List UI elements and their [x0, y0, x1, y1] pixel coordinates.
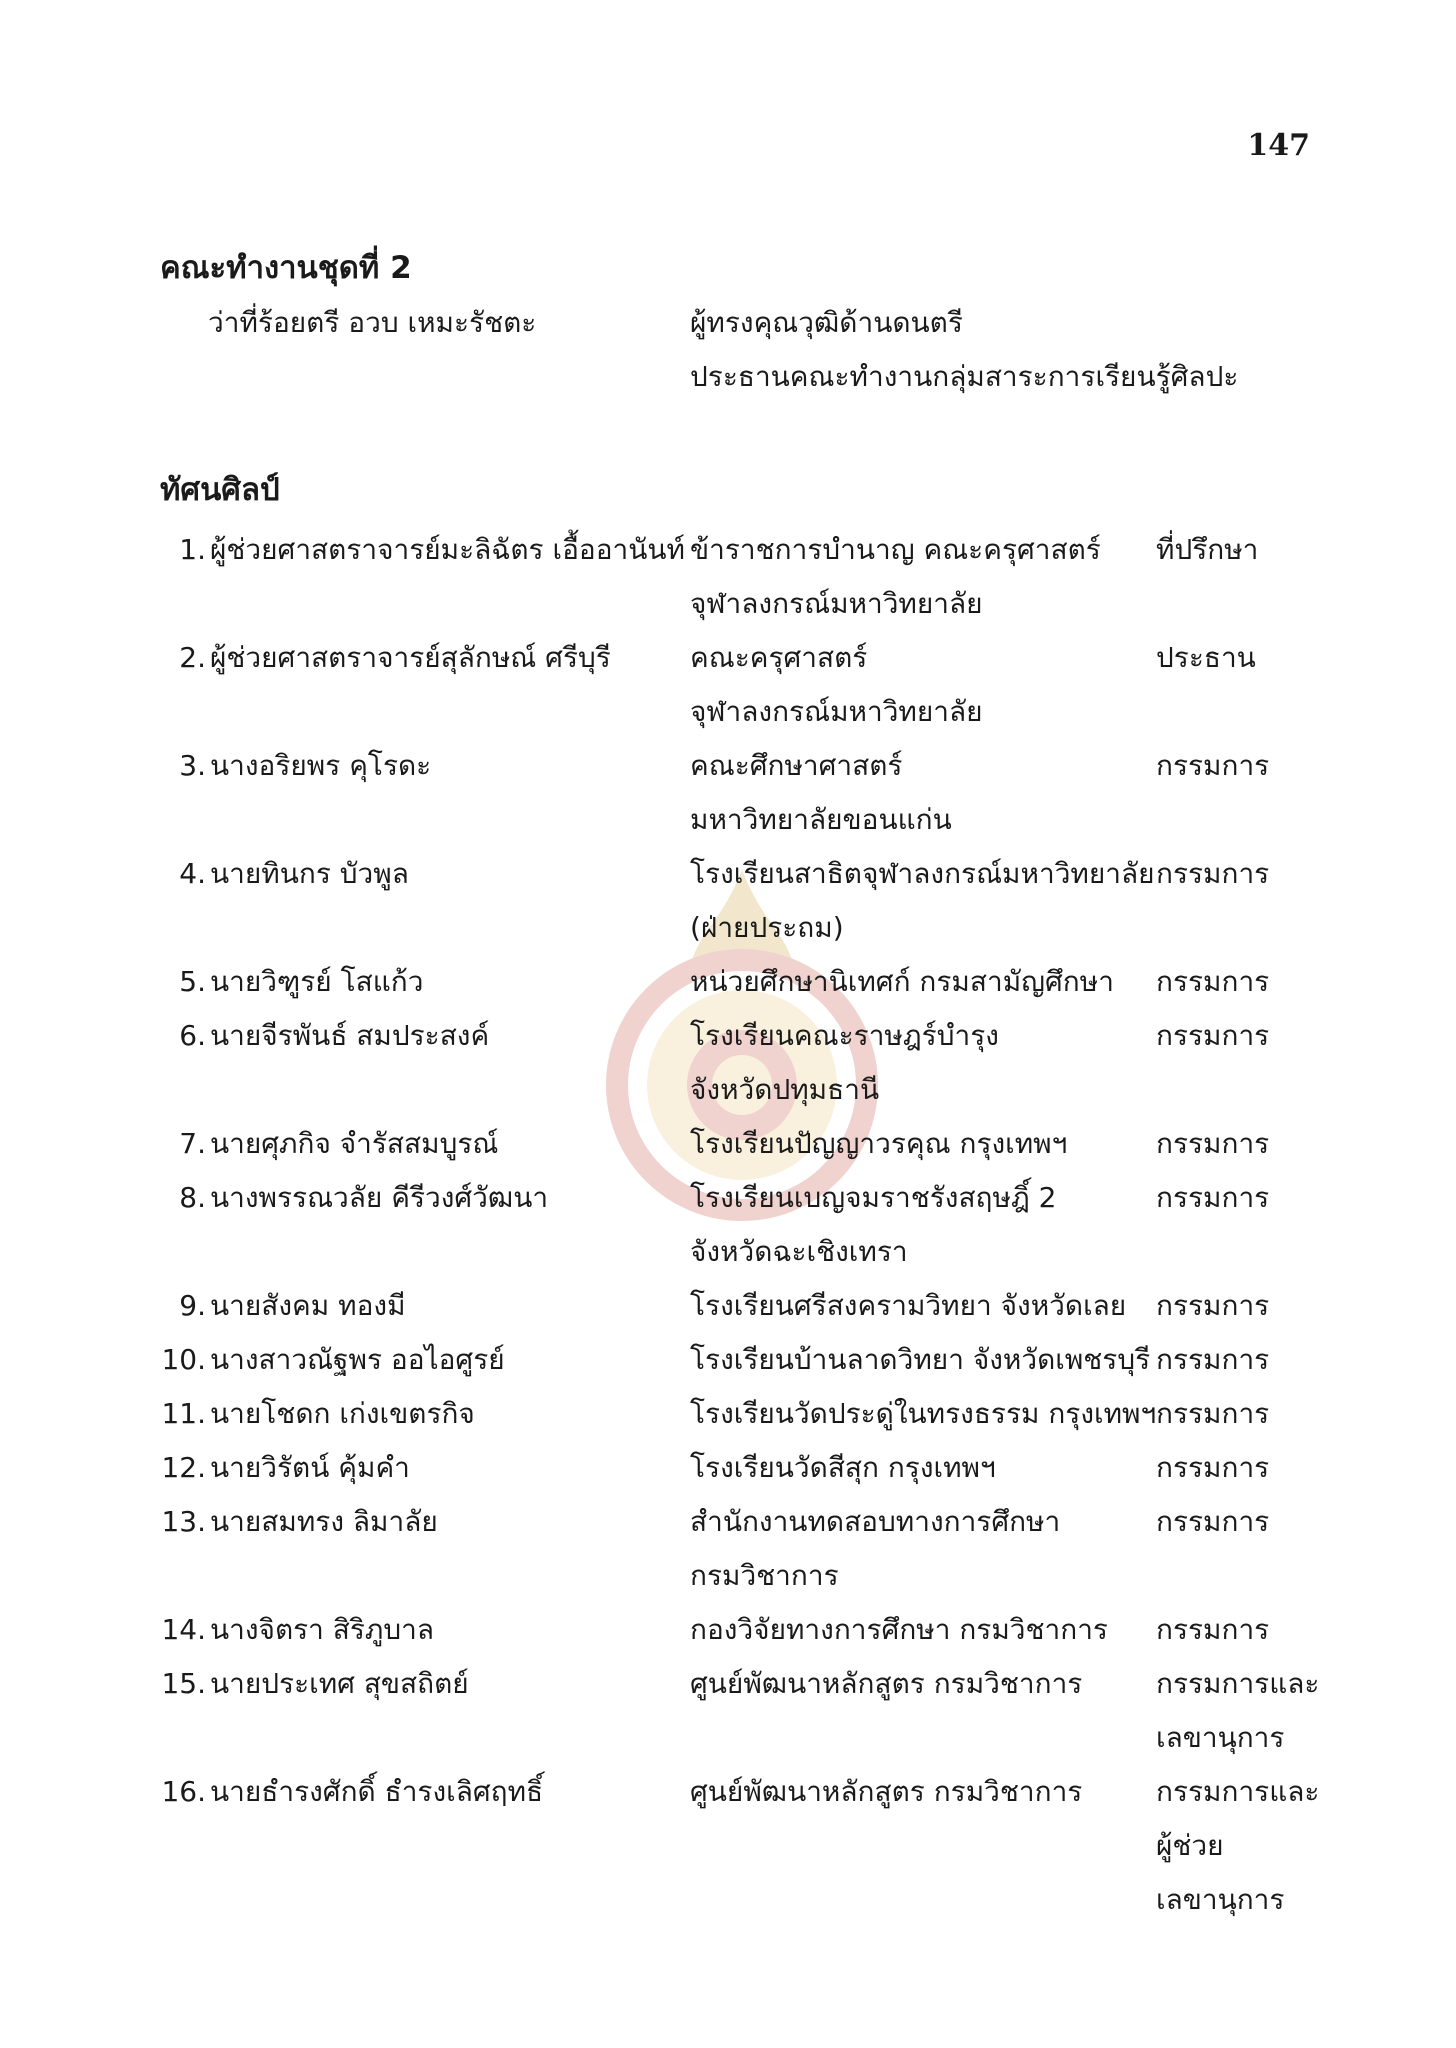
member-organization: โรงเรียนเบญจมราชรังสฤษฎิ์ 2 — [690, 1181, 1057, 1214]
member-number: 11. — [161, 1397, 206, 1430]
member-number: 9. — [179, 1289, 206, 1322]
member-name: นายธำรงศักดิ์ ธำรงเลิศฤทธิ์ — [210, 1775, 544, 1808]
member-organization: กองวิจัยทางการศึกษา กรมวิชาการ — [690, 1613, 1108, 1646]
group-chair-desc-line: ประธานคณะทำงานกลุ่มสาระการเรียนรู้ศิลปะ — [690, 360, 1239, 393]
member-name: นางสาวณัฐพร ออไอศูรย์ — [210, 1343, 505, 1376]
member-role: กรรมการ — [1156, 1019, 1270, 1052]
member-organization: (ฝ่ายประถม) — [690, 911, 844, 944]
group-chair-name: ว่าที่ร้อยตรี อวบ เหมะรัชตะ — [208, 306, 537, 339]
member-number: 15. — [161, 1667, 206, 1700]
member-number: 5. — [179, 965, 206, 998]
member-name: นายศุภกิจ จำรัสสมบูรณ์ — [210, 1127, 499, 1160]
member-role: กรรมการ — [1156, 1397, 1270, 1430]
member-role: กรรมการ — [1156, 1289, 1270, 1322]
member-name: นางพรรณวลัย คีรีวงศ์วัฒนา — [210, 1181, 549, 1214]
page-number: 147 — [1247, 128, 1310, 163]
member-organization: หน่วยศึกษานิเทศก์ กรมสามัญศึกษา — [690, 965, 1114, 998]
member-role: กรรมการและ — [1156, 1775, 1320, 1808]
member-organization: คณะครุศาสตร์ — [690, 641, 868, 674]
member-number: 2. — [179, 641, 206, 674]
member-name: นายสังคม ทองมี — [210, 1289, 406, 1322]
member-role: กรรมการและ — [1156, 1667, 1320, 1700]
member-name: นางอริยพร คุโรดะ — [210, 749, 432, 782]
member-role: กรรมการ — [1156, 1505, 1270, 1538]
section-heading: ทัศนศิลป์ — [160, 472, 280, 508]
member-role: กรรมการ — [1156, 965, 1270, 998]
member-number: 7. — [179, 1127, 206, 1160]
member-role: กรรมการ — [1156, 857, 1270, 890]
member-number: 13. — [161, 1505, 206, 1538]
member-organization: โรงเรียนปัญญาวรคุณ กรุงเทพฯ — [690, 1127, 1068, 1160]
member-number: 8. — [179, 1181, 206, 1214]
member-role: กรรมการ — [1156, 1613, 1270, 1646]
member-organization: โรงเรียนสาธิตจุฬาลงกรณ์มหาวิทยาลัย — [690, 857, 1155, 890]
member-role: ผู้ช่วย — [1156, 1829, 1224, 1862]
member-name: นายวิรัตน์ คุ้มคำ — [210, 1451, 410, 1484]
member-role: ที่ปรึกษา — [1156, 533, 1259, 566]
member-role: เลขานุการ — [1156, 1883, 1285, 1916]
member-number: 14. — [161, 1613, 206, 1646]
member-role: กรรมการ — [1156, 1343, 1270, 1376]
member-name: นางจิตรา สิริภูบาล — [210, 1613, 435, 1646]
member-number: 6. — [179, 1019, 206, 1052]
member-name: นายประเทศ สุขสถิตย์ — [210, 1667, 469, 1700]
member-number: 3. — [179, 749, 206, 782]
group-heading: คณะทำงานชุดที่ 2 — [160, 250, 412, 286]
member-organization: ศูนย์พัฒนาหลักสูตร กรมวิชาการ — [690, 1667, 1083, 1700]
member-organization: ข้าราชการบำนาญ คณะครุศาสตร์ — [690, 533, 1101, 566]
member-organization: จุฬาลงกรณ์มหาวิทยาลัย — [690, 695, 983, 728]
group-chair-desc-line: ผู้ทรงคุณวุฒิด้านดนตรี — [690, 306, 963, 339]
member-organization: โรงเรียนวัดสีสุก กรุงเทพฯ — [690, 1451, 996, 1484]
member-name: ผู้ช่วยศาสตราจารย์สุลักษณ์ ศรีบุรี — [210, 641, 611, 674]
member-name: นายสมทรง ลิมาลัย — [210, 1505, 438, 1538]
member-name: ผู้ช่วยศาสตราจารย์มะลิฉัตร เอื้ออานันท์ — [210, 533, 685, 566]
member-organization: โรงเรียนวัดประดู่ในทรงธรรม กรุงเทพฯ — [690, 1397, 1157, 1430]
member-name: นายโชดก เก่งเขตรกิจ — [210, 1397, 475, 1430]
member-organization: จังหวัดฉะเชิงเทรา — [690, 1235, 908, 1268]
member-organization: มหาวิทยาลัยขอนแก่น — [690, 803, 952, 836]
member-name: นายทินกร บัวพูล — [210, 857, 409, 890]
member-number: 16. — [161, 1775, 206, 1808]
member-role: กรรมการ — [1156, 1127, 1270, 1160]
member-organization: กรมวิชาการ — [690, 1559, 839, 1592]
member-role: เลขานุการ — [1156, 1721, 1285, 1754]
member-organization: ศูนย์พัฒนาหลักสูตร กรมวิชาการ — [690, 1775, 1083, 1808]
member-name: นายวิฑูรย์ โสแก้ว — [210, 965, 424, 998]
member-organization: โรงเรียนบ้านลาดวิทยา จังหวัดเพชรบุรี — [690, 1343, 1151, 1376]
member-organization: สำนักงานทดสอบทางการศึกษา — [690, 1505, 1061, 1538]
member-organization: คณะศึกษาศาสตร์ — [690, 749, 903, 782]
member-number: 10. — [161, 1343, 206, 1376]
member-number: 1. — [179, 533, 206, 566]
member-organization: โรงเรียนศรีสงครามวิทยา จังหวัดเลย — [690, 1289, 1127, 1322]
member-name: นายจีรพันธ์ สมประสงค์ — [210, 1019, 490, 1052]
member-organization: จังหวัดปทุมธานี — [690, 1073, 880, 1106]
member-number: 4. — [179, 857, 206, 890]
member-role: กรรมการ — [1156, 1181, 1270, 1214]
member-number: 12. — [161, 1451, 206, 1484]
member-organization: จุฬาลงกรณ์มหาวิทยาลัย — [690, 587, 983, 620]
member-role: กรรมการ — [1156, 1451, 1270, 1484]
member-organization: โรงเรียนคณะราษฎร์บำรุง — [690, 1019, 999, 1052]
member-role: ประธาน — [1156, 641, 1256, 674]
member-role: กรรมการ — [1156, 749, 1270, 782]
